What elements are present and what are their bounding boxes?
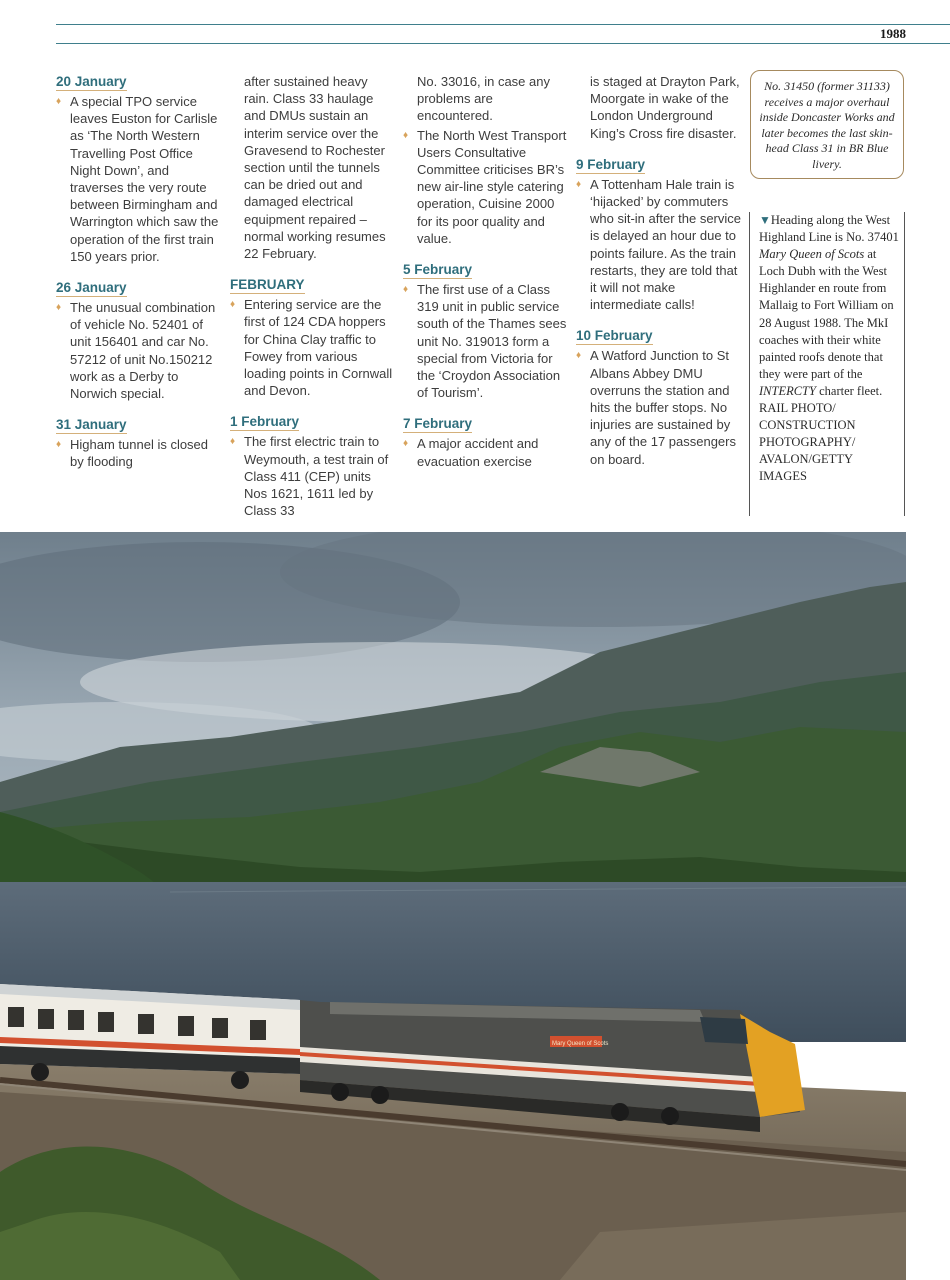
text-column-4 — [576, 73, 742, 468]
entry: ♦ Entering service are the first of 124 CDA hoppers for China Clay traffic to Fowey from various loading points in Cornwall and Devon. — [230, 297, 393, 399]
date-heading: 9 February — [576, 156, 646, 172]
caption-text: charter fleet. RAIL PHOTO/ CONSTRUCTION PHOTOGRAPHY/ AVALON/GETTY IMAGES — [759, 383, 883, 484]
diamond-bullet-icon: ♦ — [403, 129, 409, 141]
photo-caption — [749, 212, 905, 516]
entry: ♦ A special TPO service leaves Euston for Carlisle as ‘The North Western Travelling Post Office Night Down’, and traverses the very route between Birmingham and Warrington which saw the operation of the first train 150 years prior. — [56, 94, 219, 264]
entry-continuation: is staged at Drayton Park, Moorgate in wake of the London Underground King’s Cross fire disaster. — [590, 74, 740, 141]
diamond-bullet-icon: ♦ — [576, 178, 582, 190]
loco-name: Mary Queen of Scots — [759, 247, 865, 262]
date-heading: 10 February — [576, 328, 653, 344]
header-rule-top — [56, 24, 950, 25]
diamond-bullet-icon: ♦ — [403, 438, 409, 450]
date-heading: 5 February — [403, 262, 473, 278]
date-heading: 26 January — [56, 280, 127, 296]
down-arrow-icon: ▼ — [759, 213, 771, 227]
diamond-bullet-icon: ♦ — [56, 439, 62, 451]
entry-continuation: No. 33016, in case any problems are encountered. — [417, 74, 550, 124]
page-year: 1988 — [880, 26, 906, 41]
entry-continuation: after sustained heavy rain. Class 33 haulage and DMUs sustain an interim service over the Gravesend to Rochester section until the tunnels can be dried out and damaged electrical equipment repaired – normal working resumes 22 February. — [244, 74, 386, 262]
date-heading: 20 January — [56, 74, 127, 89]
diamond-bullet-icon: ♦ — [403, 284, 409, 296]
diamond-bullet-icon: ♦ — [56, 96, 62, 107]
entry: ♦ Higham tunnel is closed by flooding — [56, 437, 209, 470]
date-heading: 1 February — [230, 414, 300, 430]
entry: ♦ A Watford Junction to St Albans Abbey DMU overruns the station and hits the buffer stops. No injuries are sustained by any of the 17 passengers on board. — [576, 348, 736, 467]
nameplate-text: Mary Queen of Scots — [552, 1041, 609, 1047]
brand-name: INTERCTY — [759, 383, 816, 398]
diamond-bullet-icon: ♦ — [230, 436, 236, 448]
header-rule-bottom — [56, 43, 950, 44]
entry: ♦ The unusual combination of vehicle No. 52401 of unit 156401 and car No. 57212 of unit No.150212 work as a Derby to Norwich special. — [56, 300, 216, 402]
entry: ♦ The North West Transport Users Consultative Committee criticises BR’s new air-line style catering operation, Cuisine 2000 for its poor quality and value. — [403, 127, 567, 246]
entry: ♦ The first use of a Class 319 unit in public service south of the Thames sees unit No. 319013 form a special from Victoria for the ‘Croydon Association of Tourism’. — [403, 282, 567, 401]
diamond-bullet-icon: ♦ — [230, 299, 236, 311]
entry: ♦ A Tottenham Hale train is ‘hijacked’ by commuters who sit-in after the service is delayed an hour due to points failure. As the train restarts, they are told that it will not make intermediate calls! — [576, 176, 742, 313]
train-photo — [0, 532, 906, 1280]
date-heading: FEBRUARY — [230, 277, 305, 293]
text-column-2 — [230, 73, 396, 519]
date-heading: 7 February — [403, 416, 473, 432]
diamond-bullet-icon: ♦ — [576, 350, 582, 362]
caption-text: at Loch Dubh with the West Highlander en route from Mallaig to Fort William on 28 August 1988. The MkI coaches with their white painted roofs denote that they were part of the — [759, 247, 894, 381]
entry: ♦ A major accident and evacuation exercise — [403, 436, 539, 469]
boxed-caption: No. 31450 (former 31133) receives a major overhaul inside Doncaster Works and later becomes the last skin-head Class 31 in BR Blue livery. — [750, 70, 904, 179]
caption-text: Heading along the West Highland Line is No. 37401 — [759, 213, 899, 245]
entry: ♦ The first electric train to Weymouth, a test train of Class 411 (CEP) units Nos 1621, 1611 led by Class 33 — [230, 434, 389, 519]
text-column-1 — [56, 73, 222, 471]
diamond-bullet-icon: ♦ — [56, 302, 62, 314]
date-heading: 31 January — [56, 417, 127, 433]
text-column-3 — [403, 73, 569, 470]
